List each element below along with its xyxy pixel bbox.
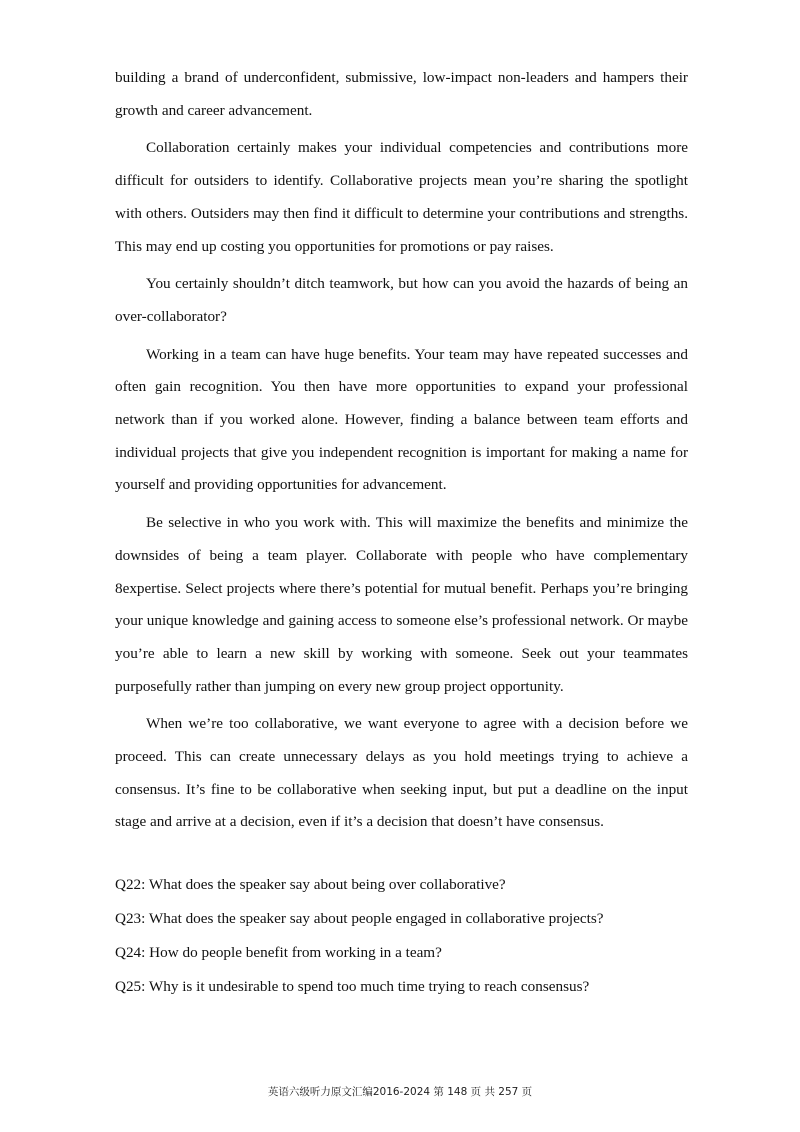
question-list	[115, 868, 695, 1004]
question-item: Q24: How do people benefit from working in a team?	[115, 944, 442, 961]
paragraph: You certainly shouldn’t ditch teamwork, but how can you avoid the hazards of being an over-collaborator?	[115, 275, 688, 325]
page-footer: 英语六级听力原文汇编2016-2024 第 148 页 共 257 页	[267, 1086, 533, 1098]
document-body	[115, 62, 688, 844]
paragraph: Working in a team can have huge benefits. Your team may have repeated successes and often gain recognition. You then have more opportunities to expand your professional network than if you worked alone. However, finding a balance between team efforts and individual projects that give you independent recognition is important for making a name for yourself and providing opportunities for advancement.	[115, 345, 688, 494]
paragraph: When we’re too collaborative, we want everyone to agree with a decision before we proceed. This can create unnecessary delays as you hold meetings trying to achieve a consensus. It’s fine to be collaborative when seeking input, but put a deadline on the input stage and arrive at a decision, even if it’s a decision that doesn’t have consensus.	[115, 715, 688, 831]
question-item: Q23: What does the speaker say about people engaged in collaborative projects?	[115, 910, 604, 927]
paragraph: building a brand of underconfident, submissive, low-impact non-leaders and hampers their growth and career advancement.	[115, 69, 688, 119]
question-item: Q25: Why is it undesirable to spend too much time trying to reach consensus?	[115, 978, 590, 995]
paragraph: Collaboration certainly makes your individual competencies and contributions more difficult for outsiders to identify. Collaborative projects mean you’re sharing the spotlight with others. Outsiders may then find it difficult to determine your contributions and strengths. This may end up costing you opportunities for promotions or pay raises.	[115, 139, 688, 255]
paragraph: Be selective in who you work with. This will maximize the benefits and minimize the downsides of being a team player. Collaborate with people who have complementary 8expertise. Select projects where there’s potential for mutual benefit. Perhaps you’re bringing your unique knowledge and gaining access to someone else’s professional network. Or maybe you’re able to learn a new skill by working with someone. Seek out your teammates purposefully rather than jumping on every new group project opportunity.	[115, 514, 688, 695]
question-item: Q22: What does the speaker say about being over collaborative?	[115, 876, 506, 893]
